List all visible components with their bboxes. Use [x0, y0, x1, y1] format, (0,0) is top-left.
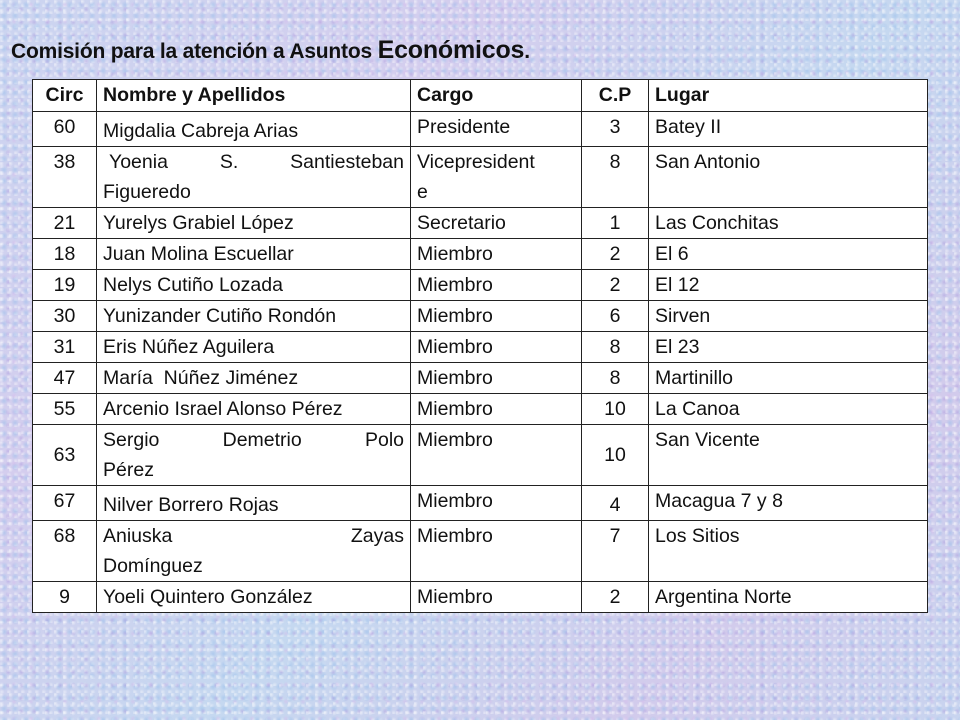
cell-cp: 2: [582, 582, 649, 613]
header-cargo: Cargo: [411, 80, 582, 112]
table-row: [33, 363, 928, 394]
cell-cp: 3: [582, 112, 649, 147]
cell-cargo: Miembro: [411, 425, 582, 486]
cell-cargo: Miembro: [411, 521, 582, 582]
cell-nombre: Yoeli Quintero González: [97, 582, 411, 613]
cell-lugar: Martinillo: [649, 363, 928, 394]
cell-cp: 2: [582, 270, 649, 301]
cell-cp: 2: [582, 239, 649, 270]
title-emphasis: Económicos: [377, 36, 525, 64]
cell-nombre-line1: Sergio Demetrio Polo: [103, 429, 404, 451]
cell-lugar: Los Sitios: [649, 521, 928, 582]
cell-circ: 67: [33, 486, 97, 521]
table-row: [33, 239, 928, 270]
cell-cp: 6: [582, 301, 649, 332]
cell-nombre: [97, 521, 411, 582]
table-row: [33, 394, 928, 425]
cell-cargo: Miembro: [411, 239, 582, 270]
table-row: [33, 112, 928, 147]
cell-lugar: Batey II: [649, 112, 928, 147]
cell-circ: 31: [33, 332, 97, 363]
cell-nombre-line2: Pérez: [103, 459, 154, 481]
cell-cp: 8: [582, 363, 649, 394]
header-nombre: Nombre y Apellidos: [97, 80, 411, 112]
cell-nombre-line2: Domínguez: [103, 555, 203, 577]
commission-table: [32, 79, 928, 613]
title-prefix: Comisión para la atención a Asuntos: [11, 40, 372, 63]
cell-cp: 4: [582, 486, 649, 521]
cell-lugar: Argentina Norte: [649, 582, 928, 613]
cell-cargo: Miembro: [411, 301, 582, 332]
cell-lugar: Sirven: [649, 301, 928, 332]
cell-nombre: Nilver Borrero Rojas: [97, 486, 411, 521]
cell-cargo: Miembro: [411, 582, 582, 613]
cell-lugar: San Antonio: [649, 147, 928, 208]
cell-circ: 38: [33, 147, 97, 208]
page-title: [11, 36, 530, 65]
cell-nombre: Migdalia Cabreja Arias: [97, 112, 411, 147]
cell-circ: 30: [33, 301, 97, 332]
cell-nombre: Nelys Cutiño Lozada: [97, 270, 411, 301]
cell-circ: 60: [33, 112, 97, 147]
table-row: [33, 425, 928, 486]
cell-cargo: Miembro: [411, 394, 582, 425]
table-row: [33, 521, 928, 582]
title-suffix: .: [524, 40, 530, 63]
cell-nombre: Eris Núñez Aguilera: [97, 332, 411, 363]
cell-lugar: El 23: [649, 332, 928, 363]
cell-nombre: [97, 147, 411, 208]
cell-cargo-line2: e: [417, 181, 428, 203]
cell-nombre-line1: Yoenia S. Santiesteban: [109, 151, 404, 173]
cell-lugar: El 6: [649, 239, 928, 270]
table-header-row: [33, 80, 928, 112]
cell-nombre: Yunizander Cutiño Rondón: [97, 301, 411, 332]
cell-cp: 8: [582, 147, 649, 208]
header-cp: C.P: [582, 80, 649, 112]
cell-circ: 18: [33, 239, 97, 270]
cell-nombre: Yurelys Grabiel López: [97, 208, 411, 239]
table-row: [33, 147, 928, 208]
table-row: [33, 270, 928, 301]
cell-nombre: [97, 425, 411, 486]
cell-lugar: Macagua 7 y 8: [649, 486, 928, 521]
cell-circ: 68: [33, 521, 97, 582]
cell-nombre: Arcenio Israel Alonso Pérez: [97, 394, 411, 425]
cell-nombre: Juan Molina Escuellar: [97, 239, 411, 270]
cell-cargo: Miembro: [411, 332, 582, 363]
cell-lugar: El 12: [649, 270, 928, 301]
cell-cp: 8: [582, 332, 649, 363]
cell-cargo: Presidente: [411, 112, 582, 147]
cell-nombre-line1: Aniuska Zayas: [103, 525, 404, 547]
cell-nombre: María Núñez Jiménez: [97, 363, 411, 394]
cell-lugar: La Canoa: [649, 394, 928, 425]
cell-circ: 21: [33, 208, 97, 239]
cell-cargo: [411, 147, 582, 208]
cell-cargo: Miembro: [411, 486, 582, 521]
table-row: [33, 582, 928, 613]
cell-circ: 47: [33, 363, 97, 394]
cell-cp: 10: [582, 394, 649, 425]
cell-cargo-line1: Vicepresident: [417, 151, 535, 173]
table-row: [33, 301, 928, 332]
cell-lugar: San Vicente: [649, 425, 928, 486]
table-row: [33, 332, 928, 363]
cell-cargo: Miembro: [411, 270, 582, 301]
cell-nombre-line2: Figueredo: [103, 181, 191, 203]
cell-cp: 7: [582, 521, 649, 582]
header-circ: Circ: [33, 80, 97, 112]
cell-circ: 19: [33, 270, 97, 301]
cell-circ: 55: [33, 394, 97, 425]
cell-cargo: Miembro: [411, 363, 582, 394]
cell-cp: 1: [582, 208, 649, 239]
cell-circ: 9: [33, 582, 97, 613]
header-lugar: Lugar: [649, 80, 928, 112]
table-row: [33, 486, 928, 521]
cell-cargo: Secretario: [411, 208, 582, 239]
cell-circ: 63: [33, 425, 97, 486]
table-row: [33, 208, 928, 239]
cell-cp: 10: [582, 425, 649, 486]
cell-lugar: Las Conchitas: [649, 208, 928, 239]
